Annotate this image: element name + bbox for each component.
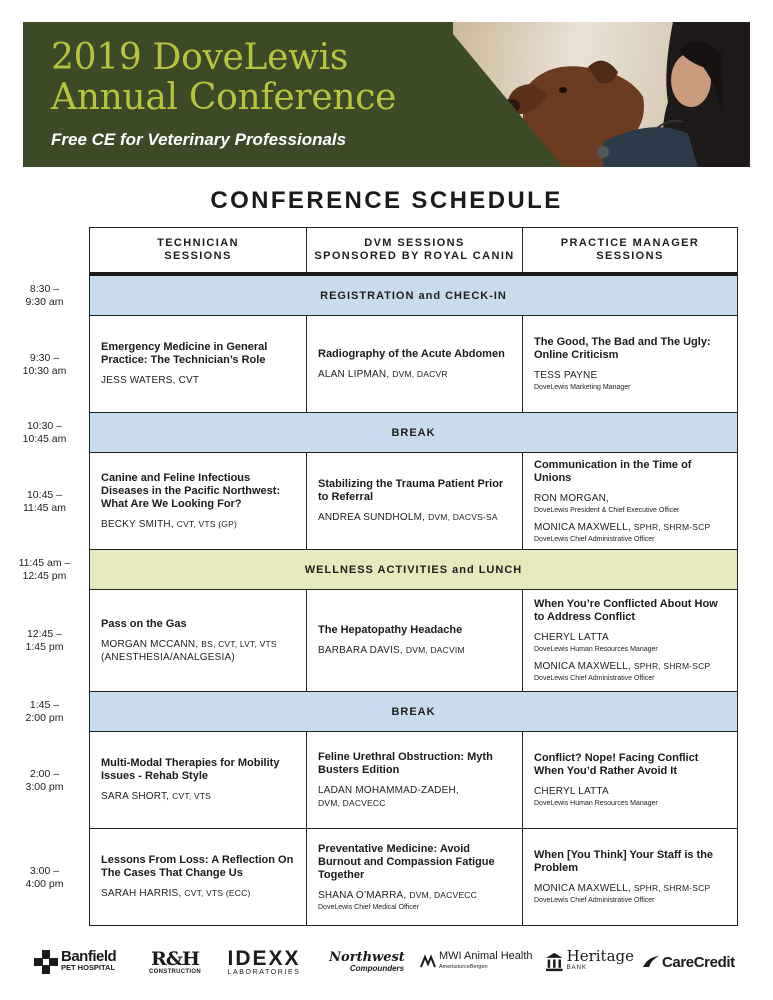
banfield-cross-icon — [34, 950, 58, 974]
time-label: 9:30 – 10:30 am — [22, 351, 67, 377]
session-cell-dvm — [306, 316, 522, 413]
session-speaker: MONICA MAXWELL, SPHR, SHRM-SCP — [534, 521, 711, 533]
banner-title — [51, 38, 396, 118]
speaker-credentials: DVM, DACVIM — [405, 645, 465, 655]
session-title: Emergency Medicine in General Practice: The Technician’s Role — [101, 341, 268, 366]
session-title: Communication in the Time of Unions — [534, 458, 692, 484]
session-title: Feline Urethral Obstruction: Myth Busters Edition — [318, 750, 493, 776]
column-header-practice-manager — [522, 227, 738, 273]
banner-title-line2: Annual Conference — [51, 77, 397, 118]
session-speaker: ALAN LIPMAN, DVM, DACVR — [318, 368, 448, 380]
speaker-credentials: DVM, DACVS-SA — [428, 512, 498, 522]
banner-subtitle: Free CE for Veterinary Professionals — [51, 130, 347, 149]
conference-banner — [23, 22, 750, 167]
session-speaker: SHANA O’MARRA, DVM, DACVECC — [318, 889, 477, 901]
session-cell-dvm — [306, 829, 522, 926]
column-header-line: SESSIONS — [596, 250, 664, 262]
column-header-line: SPONSORED BY ROYAL CANIN — [314, 250, 515, 262]
schedule-heading: CONFERENCE SCHEDULE — [210, 187, 563, 214]
session-title: Radiography of the Acute Abdomen — [318, 347, 505, 360]
session-speaker: JESS WATERS, CVT — [101, 375, 200, 386]
heritage-sub: BANK — [566, 965, 587, 971]
session-cell-practice-manager — [522, 590, 738, 692]
sponsor-carecredit — [642, 944, 744, 980]
sponsor-heritage-bank — [546, 944, 634, 980]
time-label: 12:45 – 1:45 pm — [25, 628, 64, 653]
speaker-role: DoveLewis Chief Administrative Officer — [534, 535, 655, 543]
session-cell-technician — [89, 590, 306, 692]
break-band: BREAK — [89, 413, 738, 453]
speaker-role: DoveLewis Human Resources Manager — [534, 800, 658, 807]
heritage-building-icon — [546, 951, 563, 973]
session-title: Pass on the Gas — [101, 617, 187, 630]
session-speaker: MONICA MAXWELL, SPHR, SHRM-SCP — [534, 883, 711, 894]
session-cell-practice-manager — [522, 732, 738, 829]
speaker-credentials: DVM, DACVECC — [318, 797, 386, 808]
session-cell-dvm — [306, 732, 522, 829]
speaker-credentials: SPHR, SHRM-SCP — [633, 521, 711, 532]
sponsor-rh-construction — [149, 944, 201, 980]
time-label: 10:30 – 10:45 am — [22, 420, 67, 445]
carecredit-swoosh-icon — [642, 955, 660, 969]
session-title: Canine and Feline Infectious Diseases in the Pacific Northwest: What Are We Looking For? — [101, 471, 281, 510]
session-title: Multi-Modal Therapies for Mobility Issues - Rehab Style — [101, 757, 280, 782]
session-speaker: CHERYL LATTA — [534, 786, 609, 797]
banfield-name: Banfield — [61, 948, 117, 965]
banner-title-line1: 2019 DoveLewis — [51, 37, 349, 78]
time-label: 8:30 – 9:30 am — [25, 283, 64, 308]
northwest-name: Northwest — [329, 950, 405, 965]
speaker-credentials: CVT, VTS (GP) — [176, 518, 237, 529]
speaker-credentials: SPHR, SHRM-SCP — [633, 661, 711, 671]
column-header-technician — [89, 227, 306, 273]
session-speaker: SARAH HARRIS, CVT, VTS (ECC) — [101, 888, 251, 899]
registration-band: REGISTRATION and CHECK-IN — [89, 276, 738, 316]
session-speaker: CHERYL LATTA — [534, 632, 609, 643]
column-header-line: PRACTICE MANAGER — [560, 237, 700, 249]
speaker-credentials: DVM, DACVECC — [409, 889, 477, 900]
banfield-sub: PET HOSPITAL — [61, 963, 116, 972]
speaker-credentials: CVT, VTS (ECC) — [184, 888, 251, 898]
session-title: Stabilizing the Trauma Patient Prior to Referral — [318, 478, 504, 503]
session-title: When [You Think] Your Staff is the Problem — [534, 849, 714, 874]
time-label: 2:00 – 3:00 pm — [25, 767, 64, 793]
session-cell-practice-manager — [522, 316, 738, 413]
speaker-role: DoveLewis Chief Administrative Officer — [534, 675, 655, 682]
session-speaker: MONICA MAXWELL, SPHR, SHRM-SCP — [534, 661, 711, 672]
session-title: When You’re Conflicted About How to Address Conflict — [534, 598, 718, 623]
sponsor-northwest-compounders — [328, 944, 406, 980]
speaker-credentials: SPHR, SHRM-SCP — [633, 883, 711, 893]
session-title: Conflict? Nope! Facing Conflict When You’d Rather Avoid It — [534, 752, 699, 777]
speaker-specialty: (ANESTHESIA/ANALGESIA) — [101, 651, 235, 663]
mwi-name: MWI Animal Health — [439, 950, 533, 962]
session-title: The Good, The Bad and The Ugly: Online Criticism — [534, 336, 711, 361]
idexx-sub: LABORATORIES — [227, 968, 301, 976]
session-speaker: SARA SHORT, CVT, VTS — [101, 791, 212, 802]
speaker-credentials: CVT, VTS — [172, 791, 212, 801]
session-title: The Hepatopathy Headache — [318, 624, 463, 636]
time-label: 1:45 – 2:00 pm — [25, 699, 64, 724]
rh-sub: CONSTRUCTION — [149, 968, 201, 975]
northwest-sub: Compounders — [349, 964, 405, 973]
session-speaker: ANDREA SUNDHOLM, DVM, DACVS-SA — [318, 512, 498, 523]
break-band: BREAK — [89, 692, 738, 732]
time-label: 10:45 – 11:45 am — [23, 488, 66, 514]
session-cell-practice-manager — [522, 453, 738, 550]
sponsor-idexx — [223, 944, 305, 980]
session-speaker: BARBARA DAVIS, DVM, DACVIM — [318, 645, 465, 656]
session-cell-technician — [89, 316, 306, 413]
session-cell-dvm — [306, 590, 522, 692]
heritage-name: Heritage — [566, 947, 634, 965]
session-cell-technician — [89, 829, 306, 926]
mwi-swoosh-icon — [420, 954, 436, 970]
speaker-role: DoveLewis Chief Medical Officer — [318, 903, 420, 911]
sponsor-banfield — [34, 944, 126, 980]
session-cell-practice-manager — [522, 829, 738, 926]
idexx-name: IDEXX — [227, 946, 301, 970]
mwi-sub: AmerisourceBergen — [439, 964, 488, 970]
lunch-band: WELLNESS ACTIVITIES and LUNCH — [89, 550, 738, 590]
sponsor-mwi-animal-health — [420, 944, 538, 980]
session-speaker: MORGAN MCCANN, BS, CVT, LVT, VTS — [101, 638, 277, 650]
session-title: Preventative Medicine: Avoid Burnout and Compassion Fatigue Together — [318, 842, 495, 881]
session-cell-dvm — [306, 453, 522, 550]
speaker-role: DoveLewis Chief Administrative Officer — [534, 897, 655, 904]
speaker-role: DoveLewis Marketing Manager — [534, 384, 631, 391]
rh-name: R&H — [151, 947, 199, 970]
session-speaker: BECKY SMITH, CVT, VTS (GP) — [101, 518, 237, 530]
column-header-line: DVM SESSIONS — [364, 237, 465, 249]
carecredit-name: CareCredit — [662, 953, 735, 971]
speaker-credentials: BS, CVT, LVT, VTS — [201, 638, 277, 649]
column-header-line: TECHNICIAN — [157, 237, 239, 249]
time-label: 11:45 am – 12:45 pm — [18, 557, 71, 582]
session-speaker: TESS PAYNE — [534, 370, 598, 381]
session-speaker: LADAN MOHAMMAD-ZADEH, — [318, 784, 459, 796]
speaker-credentials: DVM, DACVR — [392, 368, 448, 379]
session-cell-technician — [89, 453, 306, 550]
speaker-role: DoveLewis President & Chief Executive Officer — [534, 506, 680, 514]
session-speaker: RON MORGAN, — [534, 492, 609, 504]
time-label: 3:00 – 4:00 pm — [25, 864, 64, 890]
session-title: Lessons From Loss: A Reflection On The Cases That Change Us — [101, 854, 294, 879]
session-cell-technician — [89, 732, 306, 829]
speaker-role: DoveLewis Human Resources Manager — [534, 646, 658, 653]
column-header-dvm — [306, 227, 522, 273]
column-header-line: SESSIONS — [164, 250, 232, 262]
